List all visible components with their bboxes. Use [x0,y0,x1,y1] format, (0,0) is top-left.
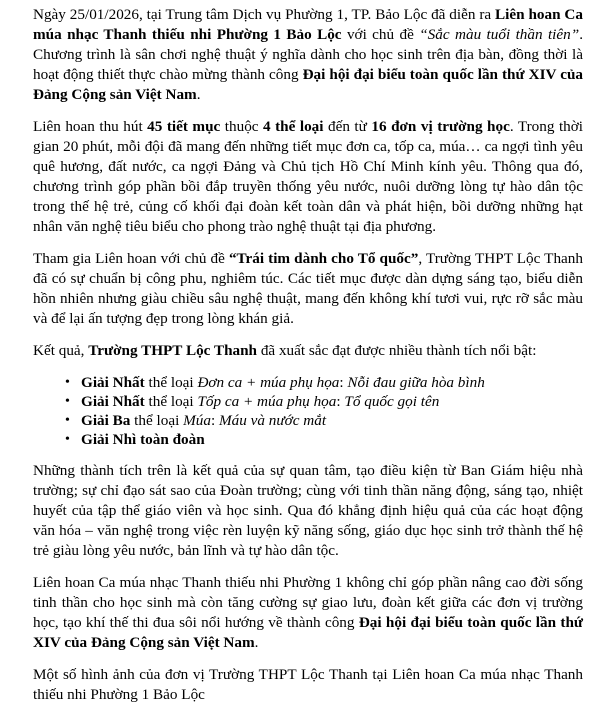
text-run: Ngày 25/01/2026, tại Trung tâm Dịch vụ Phường 1, TP. Bảo Lộc đã diễn ra [33,6,496,23]
text-run: : [210,412,219,429]
award-prize: Giải Nhất [81,374,145,391]
award-category: Đơn ca + múa phụ họa [197,374,340,391]
list-item [65,411,583,430]
text-run: Liên hoan thu hút [33,118,148,135]
awards-list [33,373,583,449]
paragraph-photo-caption-lead: Một số hình ảnh của đơn vị Trường THPT Lộc Thanh tại Liên hoan Ca múa nhạc Thanh thiếu nhi Phường 1 Bảo Lộc [33,666,583,703]
paragraph-intro [33,5,583,105]
award-prize: Giải Nhì toàn đoàn [81,431,205,448]
text-run: thể loại [130,412,184,429]
text-run: : [336,393,345,410]
list-item [65,392,583,411]
award-prize: Giải Nhất [81,393,145,410]
paragraph-school-theme [33,249,583,329]
text-run: . Chương trình là sân chơi nghệ thuật ý nghĩa dành cho học sinh trên địa bàn, đồng thời là hoạt động thiết thực chào mừng thành công [33,26,583,83]
text-run: thuộc [220,118,264,135]
award-category: Múa [183,412,211,429]
list-item [65,430,583,449]
text-run: Liên hoan Ca múa nhạc Thanh thiếu nhi Phường 1 không chỉ góp phần nâng cao đời sống tinh thần cho học sinh mà còn tăng cường sự giao lưu, đoàn kết giữa các đơn vị trường học, tạo khí thế thi đua sôi nổi hướng về thành công [33,574,583,631]
text-run: thể loại [144,374,198,391]
list-item [65,373,583,392]
text-run: đến từ [323,118,372,135]
count-genres-bold: 4 thể loại [263,118,324,135]
text-run: với chủ đề [341,26,420,43]
event-theme-italic: “Sắc màu tuổi thần tiên” [419,26,580,43]
award-title: Tổ quốc gọi tên [344,393,440,410]
text-run: thể loại [144,393,198,410]
paragraph-statistics [33,117,583,237]
count-performances-bold: 45 tiết mục [147,118,221,135]
paragraph-conclusion [33,573,583,653]
congress-name-bold: Đại hội đại biểu toàn quốc lần thứ XIV của Đảng Cộng sản Việt Nam [33,66,583,103]
award-category: Tốp ca + múa phụ họa [197,393,337,410]
text-run: . Trong thời gian 20 phút, mỗi đội đã mang đến những tiết mục đơn ca, tốp ca, múa… ca ngợi tình yêu quê hương, đất nước, ca ngợi Đảng và Chủ tịch Hồ Chí Minh kính yêu. Thông qua đó, chương trình góp phần bồi đắp truyền thống yêu nước, nuôi dưỡng lòng tự hào dân tộc trong thế hệ trẻ, củng cố khối đại đoàn kết toàn dân và phát hiện, bồi dưỡng những hạt nhân văn nghệ tiêu biểu cho phong trào nghệ thuật tại địa phương. [33,118,584,235]
text-run: . [196,86,201,103]
congress-name-bold: Đại hội đại biểu toàn quốc lần thứ XIV của Đảng Cộng sản Việt Nam [33,614,583,651]
award-title: Máu và nước mắt [218,412,327,429]
paragraph-acknowledgements: Những thành tích trên là kết quả của sự quan tâm, tạo điều kiện từ Ban Giám hiệu nhà trường; sự chỉ đạo sát sao của Đoàn trường; cùng với tinh thần năng động, sáng tạo, nhiệt huyết của tập thể giáo viên và học sinh. Qua đó khẳng định hiệu quả của các hoạt động văn hóa – văn nghệ trong việc rèn luyện kỹ năng sống, giáo dục học sinh trở thành thế hệ trẻ giàu lòng yêu nước, bản lĩnh và tự hào dân tộc. [33,462,583,559]
text-run: . [254,634,259,651]
award-prize: Giải Ba [81,412,131,429]
paragraph-results-lead [33,341,583,361]
school-name-bold: Trường THPT Lộc Thanh [88,342,258,359]
count-schools-bold: 16 đơn vị trường học [371,118,510,135]
text-run: Tham gia Liên hoan với chủ đề [33,250,229,267]
event-name-bold: Liên hoan Ca múa nhạc Thanh thiếu nhi Phường 1 Bảo Lộc [33,6,583,43]
award-title: Nỗi đau giữa hòa bình [347,374,485,391]
text-run: Kết quả, [33,342,89,359]
school-theme-bold: “Trái tim dành cho Tổ quốc” [228,250,419,267]
text-run: đã xuất sắc đạt được nhiều thành tích nổi bật: [257,342,537,359]
text-run: : [339,374,348,391]
text-run: , Trường THPT Lộc Thanh đã có sự chuẩn bị công phu, nghiêm túc. Các tiết mục được dàn dựng sáng tạo, biểu diễn hồn nhiên nhưng giàu chiều sâu nghệ thuật, mang đến không khí tươi vui, rực rỡ sắc màu và để lại ấn tượng đẹp trong lòng khán giả. [33,250,583,327]
